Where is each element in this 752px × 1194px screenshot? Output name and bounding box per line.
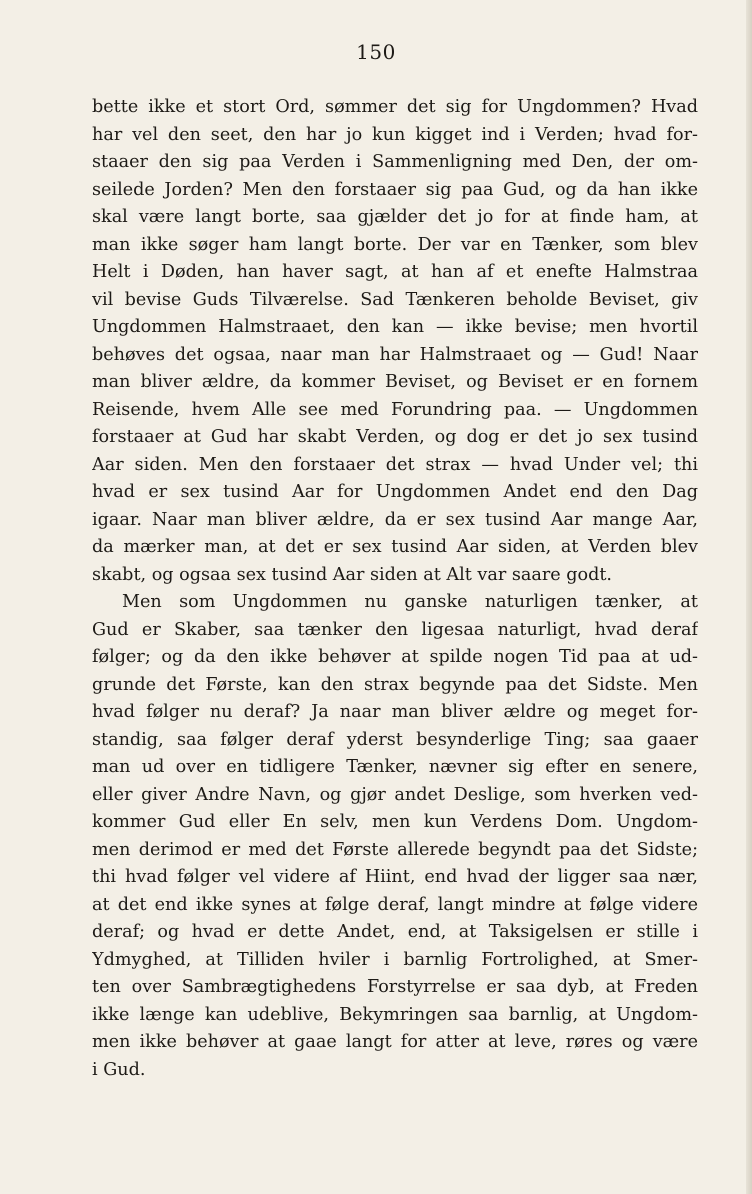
text-line: da mærker man, at det er sex tusind Aar siden, at Verden blev xyxy=(92,537,698,557)
text-line: igaar. Naar man bliver ældre, da er sex tusind Aar mange Aar, xyxy=(92,509,698,530)
text-line: man ud over en tidligere Tænker, nævner sig efter en senere, xyxy=(92,757,698,777)
text-line: grunde det Første, kan den strax begynde paa det Sidste. Men xyxy=(92,674,698,695)
text-line: behøves det ogsaa, naar man har Halmstraaet og — Gud! Naar xyxy=(92,344,698,365)
page-number: 150 xyxy=(356,40,396,64)
text-line: man bliver ældre, da kommer Beviset, og Beviset er en fornem xyxy=(92,372,698,392)
text-line: Reisende, hvem Alle see med Forundring paa. — Ungdommen xyxy=(92,399,698,420)
text-line: man ikke søger ham langt borte. Der var en Tænker, som blev xyxy=(92,234,698,255)
text-line: ten over Sambrægtighedens Forstyrrelse er saa dyb, at Freden xyxy=(92,977,698,997)
text-line: kommer Gud eller En selv, men kun Verdens Dom. Ungdom- xyxy=(92,812,698,832)
text-line: i Gud. xyxy=(92,1059,146,1080)
text-line: thi hvad følger vel videre af Hiint, end hvad der ligger saa nær, xyxy=(92,867,698,887)
text-line: har vel den seet, den har jo kun kigget ind i Verden; hvad for- xyxy=(92,124,698,145)
page-edge xyxy=(746,0,752,1194)
text-line: seilede Jorden? Men den forstaaer sig paa Gud, og da han ikke xyxy=(92,179,698,200)
text-line: hvad følger nu deraf? Ja naar man bliver ældre og meget for- xyxy=(92,702,698,722)
text-line: følger; og da den ikke behøver at spilde nogen Tid paa at ud- xyxy=(92,647,698,667)
text-line: hvad er sex tusind Aar for Ungdommen Andet end den Dag xyxy=(92,482,698,502)
text-line: men derimod er med det Første allerede begyndt paa det Sidste; xyxy=(92,839,698,860)
text-line: ikke længe kan udeblive, Bekymringen saa barnlig, at Ungdom- xyxy=(92,1004,698,1025)
text-line: Ungdommen Halmstraaet, den kan — ikke bevise; men hvortil xyxy=(92,317,698,337)
text-line: Gud er Skaber, saa tænker den ligesaa naturligt, hvad deraf xyxy=(92,619,698,640)
text-line: skal være langt borte, saa gjælder det jo for at finde ham, at xyxy=(92,207,698,227)
text-line: staaer den sig paa Verden i Sammenligning med Den, der om- xyxy=(92,152,698,172)
text-line: at det end ikke synes at følge deraf, langt mindre at følge videre xyxy=(92,894,698,915)
body-text xyxy=(92,94,698,1084)
text-line: eller giver Andre Navn, og gjør andet Deslige, som hverken ved- xyxy=(92,784,698,805)
text-line: forstaaer at Gud har skabt Verden, og dog er det jo sex tusind xyxy=(92,427,698,447)
text-line: men ikke behøver at gaae langt for atter at leve, røres og være xyxy=(92,1032,698,1052)
text-line: bette ikke et stort Ord, sømmer det sig for Ungdommen? Hvad xyxy=(92,97,698,117)
text-line: deraf; og hvad er dette Andet, end, at Taksigelsen er stille i xyxy=(92,922,698,942)
text-line: Aar siden. Men den forstaaer det strax — hvad Under vel; thi xyxy=(92,454,698,475)
text-line: Men som Ungdommen nu ganske naturligen tænker, at xyxy=(122,592,698,612)
text-line: Helt i Døden, han haver sagt, at han af et enefte Halmstraa xyxy=(92,262,698,282)
text-line: Ydmyghed, at Tilliden hviler i barnlig Fortrolighed, at Smer- xyxy=(92,949,698,970)
text-line: skabt, og ogsaa sex tusind Aar siden at Alt var saare godt. xyxy=(92,564,613,585)
text-line: standig, saa følger deraf yderst besynderlige Ting; saa gaaer xyxy=(92,729,698,750)
text-line: vil bevise Guds Tilværelse. Sad Tænkeren beholde Beviset, giv xyxy=(92,289,698,310)
